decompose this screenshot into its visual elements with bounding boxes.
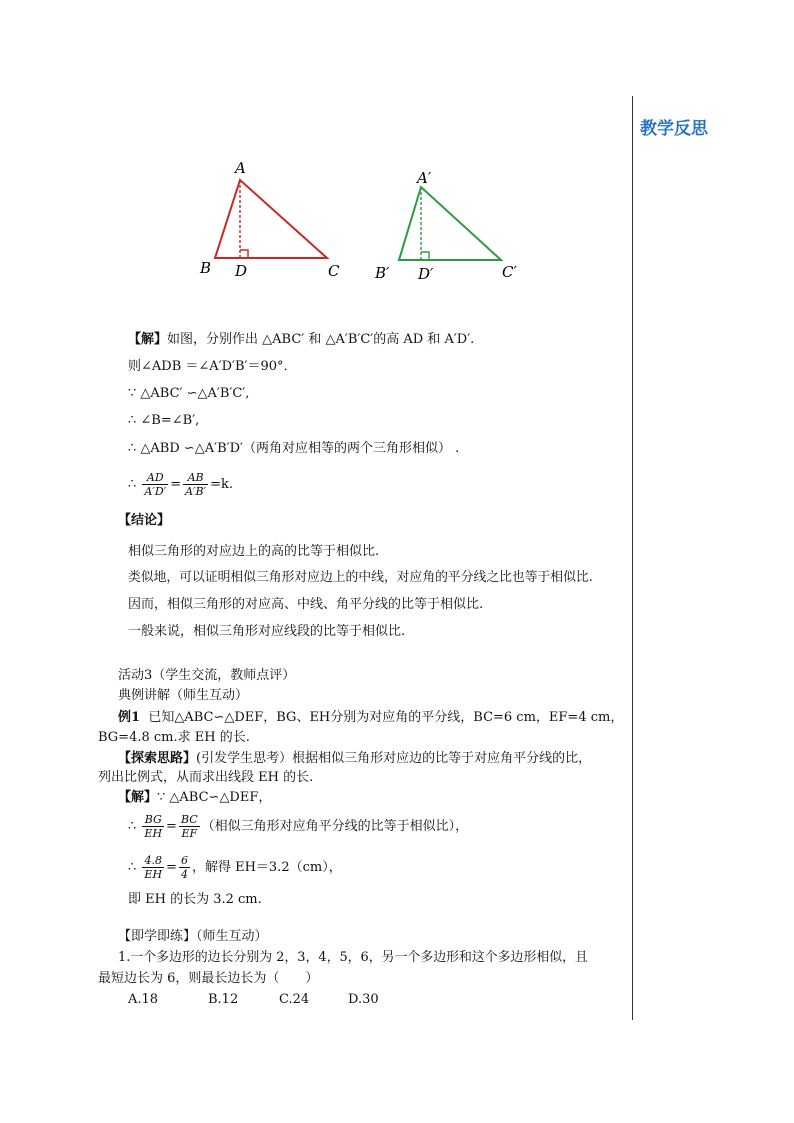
triangle-a1b1c1-figure bbox=[372, 165, 532, 295]
example-heading: 典例讲解（师生互动） bbox=[118, 688, 249, 703]
conclusion-line-3: 因而，相似三角形的对应高、中线、角平分线的比等于相似比. bbox=[128, 597, 484, 612]
option-d[interactable]: D.30 bbox=[348, 992, 379, 1007]
right-angle-mark-d1 bbox=[421, 252, 429, 260]
practice-heading: 【即学即练】（师生互动） bbox=[118, 929, 268, 944]
sidebar-title: 教学反思 bbox=[640, 119, 708, 139]
question-1-line-2: 最短边长为 6，则最长边长为（ ） bbox=[98, 971, 319, 986]
therefore-symbol: ∴ bbox=[128, 819, 137, 834]
solution-line-1 bbox=[118, 789, 271, 807]
proof-tag: 【解】 bbox=[128, 332, 168, 347]
solution-line-3: ∴ $\frac{4.8}{EH}$ = $\frac{6}{4}$ ，解得 EH＝3.2（cm）， bbox=[128, 854, 342, 881]
triangle-a1b1c1 bbox=[399, 187, 501, 260]
label-c: C bbox=[328, 262, 340, 280]
example-line-1-text: 已知△ABC∽△DEF，BG、EH分别为对应角的平分线，BC=6 cm，EF=4 cm， bbox=[148, 710, 624, 725]
triangle-abc-figure bbox=[195, 158, 355, 298]
option-a[interactable]: A.18 bbox=[128, 992, 159, 1007]
option-c[interactable]: C.24 bbox=[279, 992, 310, 1007]
column-divider bbox=[632, 96, 633, 1020]
proof-line-3: ∵ △ABC′ ∽△A′B′C′, bbox=[128, 386, 250, 401]
proof-line-1-text: 如图，分别作出 △ABC′ 和 △A′B′C′的高 AD 和 A′D′. bbox=[167, 332, 475, 347]
proof-line-1 bbox=[128, 331, 474, 349]
explore-line-1-text: (引发学生思考）根据相似三角形对应边的比等于对应角平分线的比， bbox=[196, 751, 592, 766]
fraction-bg-eh: $\frac{BG}{EH}$ bbox=[144, 813, 163, 840]
fraction-6-4: $\frac{6}{4}$ bbox=[180, 854, 188, 881]
fraction-bc-ef: $\frac{BC}{EF}$ bbox=[180, 813, 198, 840]
proof-line-6-suffix: =k. bbox=[210, 477, 234, 492]
therefore-symbol: ∴ bbox=[128, 860, 137, 875]
proof-line-6: ∴ $\frac{AD}{A'D'}$ = $\frac{AB}{A'B'}$ =k. bbox=[128, 471, 234, 498]
fraction-ad-a1d1: $\frac{AD}{A'D'}$ bbox=[144, 471, 167, 498]
example-line-1 bbox=[118, 709, 623, 727]
fraction-ab-a1b1: $\frac{AB}{A'B'}$ bbox=[185, 471, 207, 498]
solution-line-3-suffix: ，解得 EH＝3.2（cm）， bbox=[191, 860, 342, 875]
label-c1: C′ bbox=[502, 263, 517, 281]
explore-line-2: 列出比例式，从而求出线段 EH 的长. bbox=[98, 770, 314, 785]
label-a1: A′ bbox=[417, 169, 432, 187]
fraction-48-eh: $\frac{4.8}{EH}$ bbox=[144, 854, 163, 881]
conclusion-line-1: 相似三角形的对应边上的高的比等于相似比. bbox=[128, 544, 380, 559]
example-line-2: BG=4.8 cm.求 EH 的长. bbox=[98, 730, 250, 745]
label-d1: D′ bbox=[418, 265, 434, 283]
label-a: A bbox=[235, 159, 246, 177]
question-1-line-1: 1.一个多边形的边长分别为 2，3，4，5，6，另一个多边形和这个多边形相似，且 bbox=[118, 950, 588, 965]
example-label: 例1 bbox=[118, 710, 141, 725]
solution-line-1-text: ∵ △ABC∽△DEF， bbox=[157, 790, 272, 805]
conclusion-tag: 【结论】 bbox=[118, 513, 171, 528]
label-d: D bbox=[235, 262, 248, 280]
solution-line-4: 即 EH 的长为 3.2 cm. bbox=[128, 892, 262, 907]
explore-line-1 bbox=[118, 750, 591, 768]
proof-line-4: ∴ ∠B=∠B′, bbox=[128, 413, 200, 428]
proof-line-5: ∴ △ABD ∽△A′B′D′（两角对应相等的两个三角形相似） . bbox=[128, 441, 460, 456]
right-angle-mark-d bbox=[240, 250, 248, 258]
label-b: B bbox=[200, 259, 212, 277]
activity-heading: 活动3（学生交流，教师点评） bbox=[118, 668, 296, 683]
proof-line-2: 则∠ADB ＝∠A′D′B′＝90°． bbox=[128, 359, 297, 374]
explore-tag: 【探索思路】 bbox=[118, 751, 197, 766]
option-b[interactable]: B.12 bbox=[208, 992, 239, 1007]
solution-line-2: ∴ $\frac{BG}{EH}$ = $\frac{BC}{EF}$ （相似三角形对应角平分线的比等于相似比）， bbox=[128, 813, 469, 840]
conclusion-line-2: 类似地，可以证明相似三角形对应边上的中线，对应角的平分线之比也等于相似比. bbox=[128, 570, 593, 585]
label-b1: B′ bbox=[375, 264, 390, 282]
therefore-symbol: ∴ bbox=[128, 477, 137, 492]
triangle-abc bbox=[215, 180, 327, 258]
solution-tag: 【解】 bbox=[118, 790, 158, 805]
solution-line-2-suffix: （相似三角形对应角平分线的比等于相似比）， bbox=[201, 819, 469, 834]
conclusion-line-4: 一般来说，相似三角形对应线段的比等于相似比. bbox=[128, 624, 406, 639]
